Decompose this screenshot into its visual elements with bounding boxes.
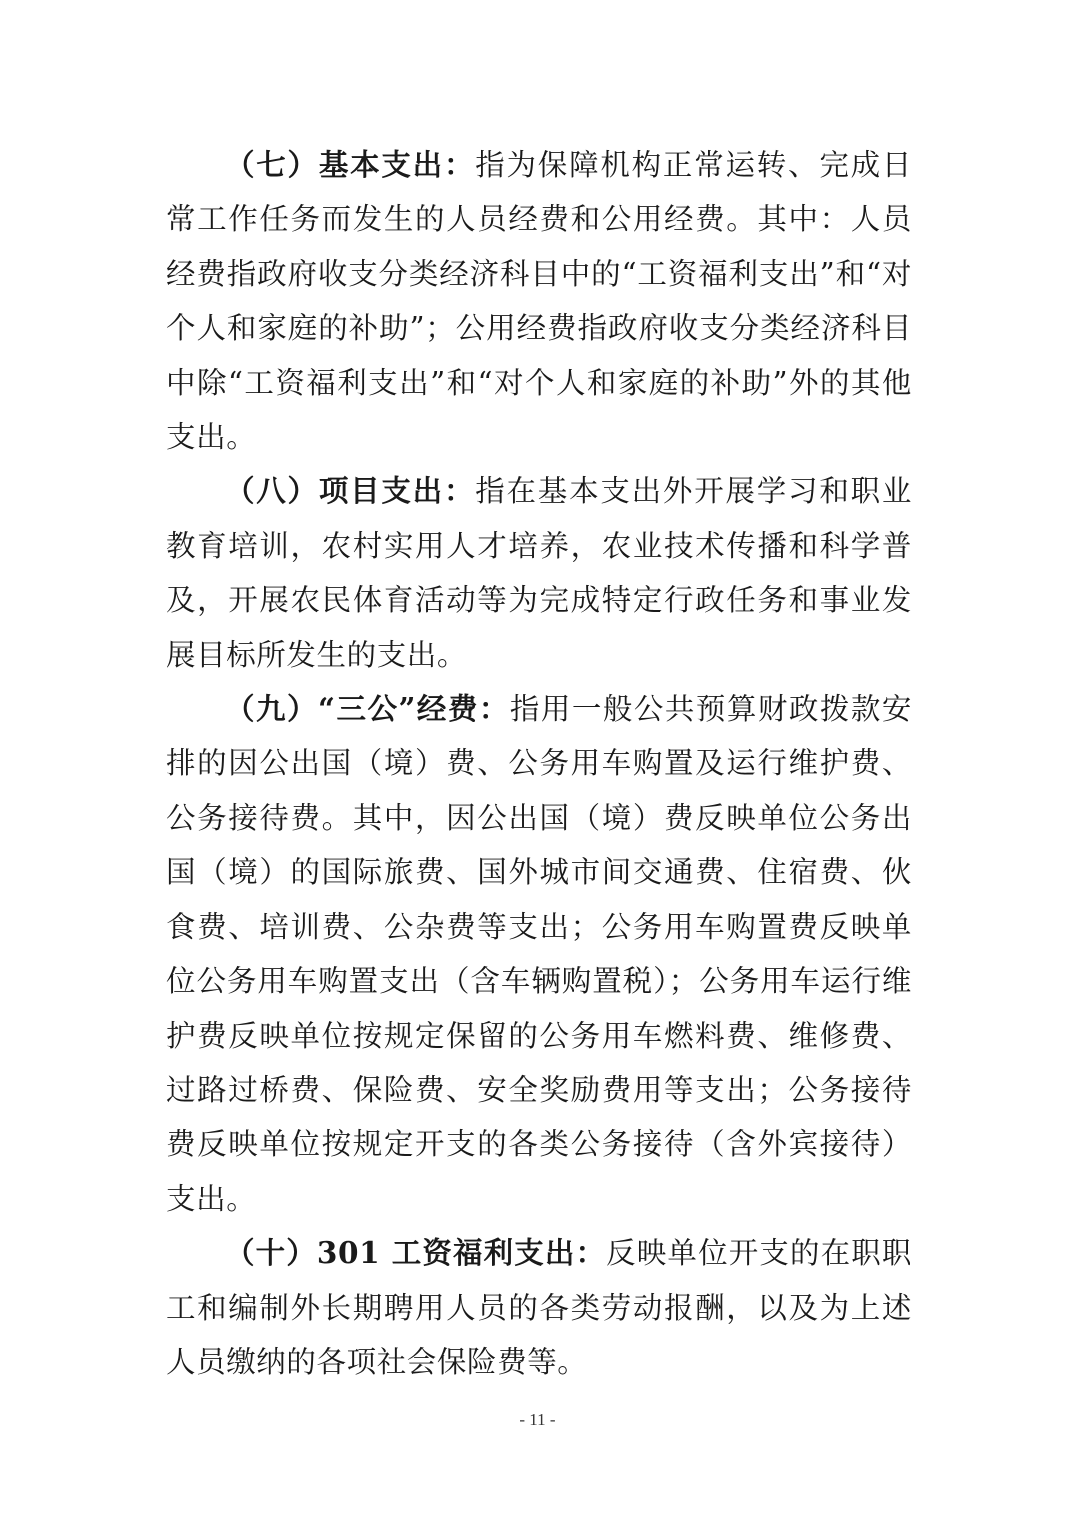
paragraph-text: 反映单位开支的在职职工和编制外长期聘用人员的各类劳动报酬，以及为上述人员缴纳的各项社会保险费等。 bbox=[166, 1236, 912, 1379]
paragraph-heading: （八）项目支出： bbox=[225, 473, 476, 509]
paragraph-text: 指为保障机构正常运转、完成日常工作任务而发生的人员经费和公用经费。其中：人员经费指政府收支分类经济科目中的“工资福利支出”和“对个人和家庭的补助”；公用经费指政府收支分类经济科目中除“工资福利支出”和“对个人和家庭的补助”外的其他支出。 bbox=[166, 148, 912, 455]
paragraph-heading: （十）301 工资福利支出： bbox=[225, 1235, 607, 1271]
paragraph-basic-expenditure bbox=[166, 138, 912, 464]
paragraph-text: 指在基本支出外开展学习和职业教育培训，农村实用人才培养，农业技术传播和科学普及，开展农民体育活动等为完成特定行政任务和事业发展目标所发生的支出。 bbox=[166, 474, 912, 672]
page-number: - 11 - bbox=[519, 1410, 556, 1429]
document-body bbox=[166, 138, 912, 1389]
paragraph-heading: （七）基本支出： bbox=[225, 147, 476, 182]
paragraph-salary-welfare bbox=[166, 1226, 912, 1389]
paragraph-project-expenditure bbox=[166, 464, 912, 682]
paragraph-heading: （九）“三公”经费： bbox=[225, 691, 510, 727]
paragraph-three-public-funds bbox=[166, 682, 912, 1226]
paragraph-text: 指用一般公共预算财政拨款安排的因公出国（境）费、公务用车购置及运行维护费、公务接待费。其中，因公出国（境）费反映单位公务出国（境）的国际旅费、国外城市间交通费、住宿费、伙食费、培训费、公杂费等支出；公务用车购置费反映单位公务用车购置支出（含车辆购置税）；公务用车运行维护费反映单位按规定保留的公务用车燃料费、维修费、过路过桥费、保险费、安全奖励费用等支出；公务接待费反映单位按规定开支的各类公务接待（含外宾接待）支出。 bbox=[166, 692, 912, 1216]
